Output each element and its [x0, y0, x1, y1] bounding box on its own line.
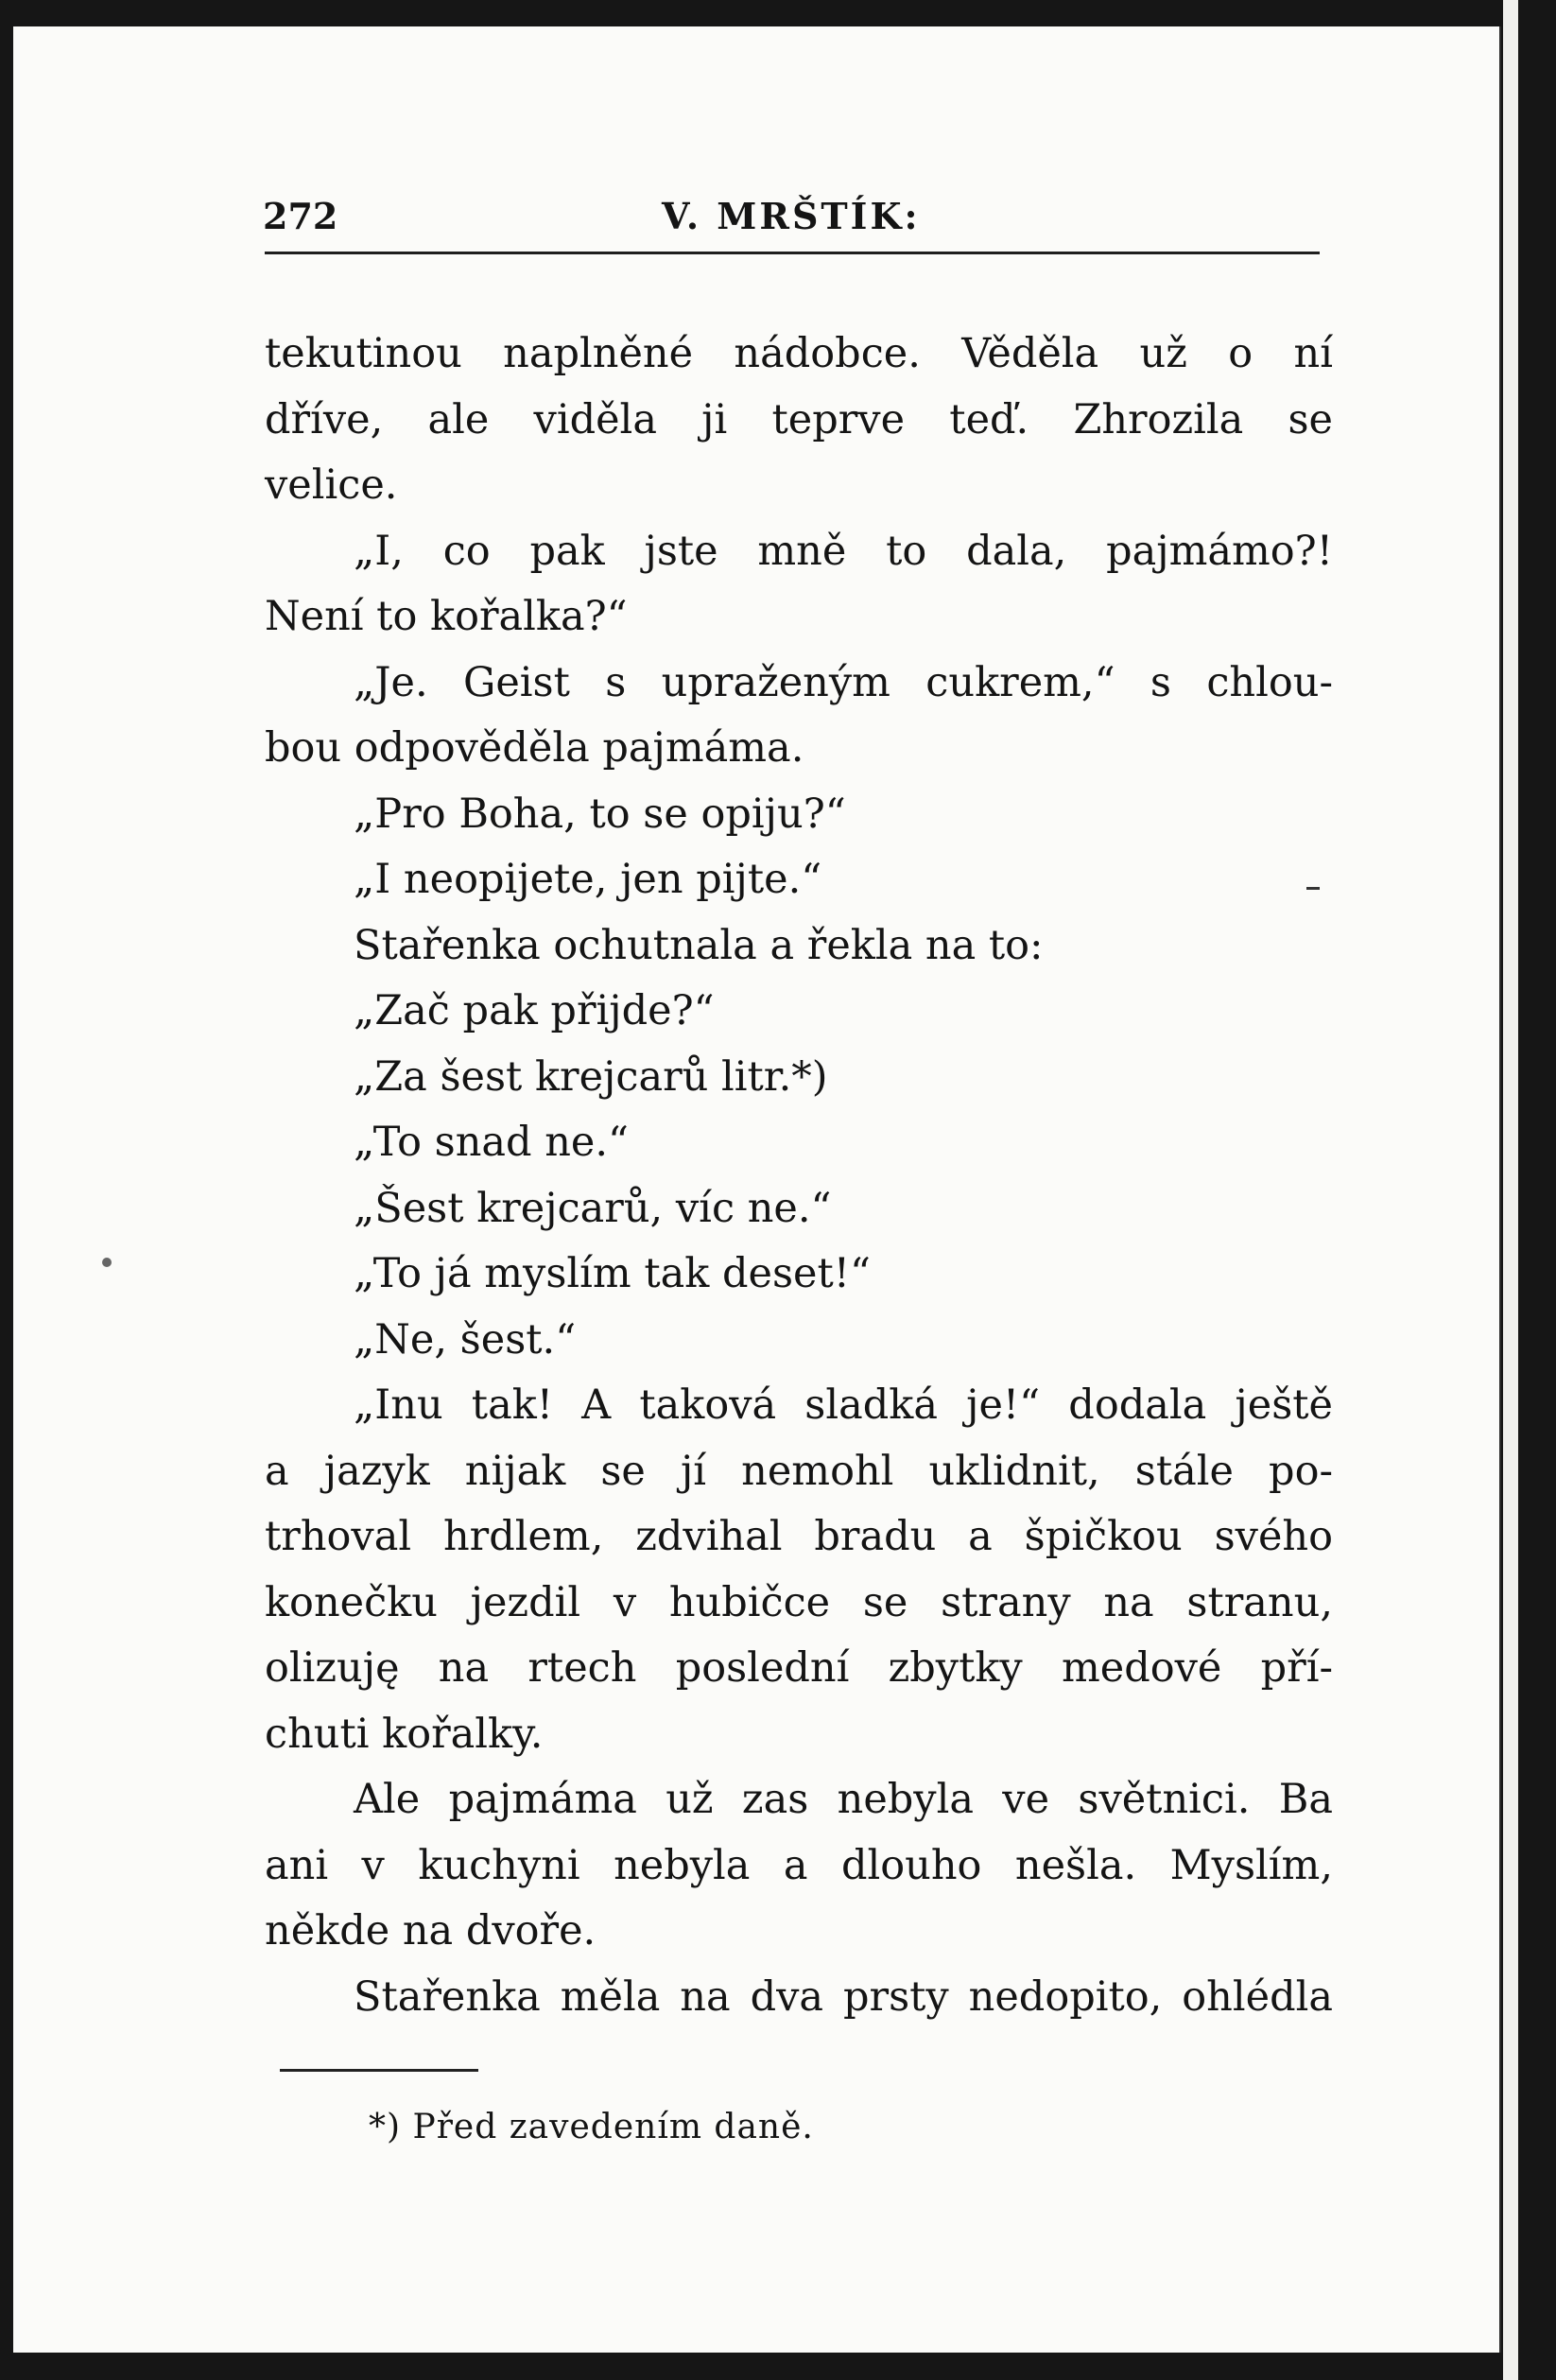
- text-line: chuti kořalky.: [265, 1710, 544, 1758]
- scan-mark: [1306, 887, 1320, 890]
- text-line: tekutinou naplněné nádobce. Věděla už o ní: [265, 330, 1333, 377]
- text-line: „To já myslím tak deset!“: [354, 1250, 872, 1297]
- text-line: trhoval hrdlem, zdvihal bradu a špičkou svého: [265, 1513, 1333, 1560]
- text-line: velice.: [265, 461, 398, 509]
- text-line: „To snad ne.“: [354, 1119, 630, 1166]
- body-text: [265, 321, 1333, 2030]
- text-line: ani v kuchyni nebyla a dlouho nešla. Myslím,: [265, 1841, 1333, 1889]
- text-line: olizuję na rtech poslední zbytky medové pří-: [265, 1644, 1333, 1692]
- text-line: „Ne, šest.“: [354, 1315, 577, 1364]
- page-edge-shadow: [1499, 26, 1501, 2353]
- text-line: Není to kořalka?“: [265, 593, 628, 640]
- footnote-rule: [280, 2069, 478, 2072]
- text-line: konečku jezdil v hubičce se strany na stranu,: [265, 1578, 1333, 1626]
- text-line: „Je. Geist s upraženým cukrem,“ s chlou-: [354, 658, 1333, 706]
- text-line: bou odpověděla pajmáma.: [265, 724, 804, 772]
- text-line: „Šest krejcarů, víc ne.“: [354, 1184, 832, 1232]
- header-rule: [265, 252, 1320, 254]
- text-line: Ale pajmáma už zas nebyla ve světnici. Ba: [354, 1776, 1333, 1823]
- text-line: „Za šest krejcarů litr.*): [354, 1052, 828, 1101]
- scan-speck: [102, 1258, 112, 1267]
- page-header: [0, 185, 1556, 242]
- text-line: „Zač pak přijde?“: [354, 987, 715, 1034]
- text-line: Stařenka ochutnala a řekla na to:: [354, 921, 1044, 969]
- text-line: a jazyk nijak se jí nemohl uklidnit, stále po-: [265, 1447, 1333, 1495]
- text-line: „I neopijete, jen pijte.“: [354, 856, 822, 903]
- text-line: dříve, ale viděla ji teprve teď. Zhrozila se: [265, 395, 1333, 443]
- text-line: „I, co pak jste mně to dala, pajmámo?!: [354, 527, 1333, 575]
- footnote: *) Před zavedením daně.: [369, 2108, 814, 2146]
- text-line: někde na dvoře.: [265, 1907, 596, 1954]
- text-line: „Inu tak! A taková sladká je!“ dodala ještě: [354, 1381, 1333, 1429]
- text-line: Stařenka měla na dva prsty nedopito, ohlédla: [354, 1972, 1333, 2021]
- text-line: „Pro Boha, to se opiju?“: [354, 790, 846, 838]
- next-page-edge: [1503, 0, 1518, 2380]
- page-number: 272: [263, 195, 338, 237]
- running-title: V. MRŠTÍK:: [662, 195, 921, 237]
